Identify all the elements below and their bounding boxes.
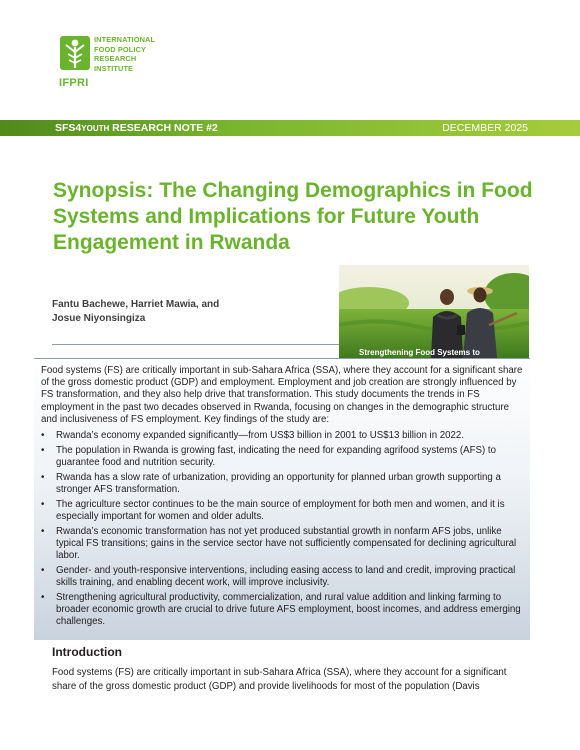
series-prefix: SFS4 [55,122,82,134]
wheat-figure-icon [60,34,92,74]
list-item [41,445,525,469]
series-suffix: RESEARCH NOTE #2 [109,122,218,134]
introduction-paragraph: Food systems (FS) are critically important in sub-Sahara Africa (SSA), where they account for a significant share of the gross domestic product (GDP) and provide livelihoods for most of the population (Davis [52,667,507,692]
bullet-icon: • [41,592,45,603]
page-title: Synopsis: The Changing Demographics in Food Systems and Implications for Future Youth Engagement in Rwanda [53,179,533,254]
section-heading-introduction: Introduction [52,645,122,659]
finding-text: The population in Rwanda is growing fast, indicating the need for expanding agrifood systems (AFS) to guarantee food and nutrition security. [56,444,496,468]
farmers-photo-illustration [339,265,529,358]
logo-wordmark [94,35,155,73]
series-label [55,122,218,134]
list-item [41,472,525,496]
bullet-icon: • [41,498,45,510]
finding-text: Rwanda’s economy expanded significantly—from US$3 billion in 2001 to US$13 billion in 2022. [56,430,465,441]
authors [52,298,322,326]
finding-text: Gender- and youth-responsive interventions, including easing access to land and credit, improving practical skills training, and enabling decent work, will improve inclusivity. [56,565,516,589]
bullet-icon: • [41,525,45,537]
finding-text: Strengthening agricultural productivity, commercialization, and rural value addition and linking farming to broader economic growth are crucial to drive future AFS employment, boost incomes, and address emerging challenges. [56,592,521,628]
finding-text: Rwanda has a slow rate of urbanization, providing an opportunity for planned urban growth supporting a stronger AFS transformation. [56,471,501,495]
logo-line: INSTITUTE [94,63,134,73]
list-item [41,526,525,563]
series-banner [0,120,580,136]
bullet-icon: • [41,430,45,441]
list-item [41,430,525,442]
synopsis-box [34,358,530,640]
bullet-icon: • [41,565,45,576]
list-item [41,592,525,629]
divider [52,344,339,345]
list-item [41,499,525,523]
finding-text: Rwanda’s economic transformation has not yet produced substantial growth in nonfarm AFS jobs, unlike typical FS transitions; gains in the service sector have not sufficiently compensated for declining agricultural labor. [56,525,517,562]
cover-photo [339,265,529,358]
photo-caption: Strengthening Food Systems to [359,348,480,357]
finding-text: The agriculture sector continues to be the main source of employment for both men and women, and it is especially important for women and older adults. [56,498,505,522]
logo-line: RESEARCH [94,54,137,64]
logo-line: FOOD POLICY [94,44,147,54]
series-smallcaps: YOUTH [81,124,110,133]
logo-abbreviation: IFPRI [59,77,89,89]
logo-line: INTERNATIONAL [94,35,156,44]
key-findings-list [41,430,525,631]
bullet-icon: • [41,444,45,456]
ifpri-logo [58,34,178,96]
bullet-icon: • [41,471,45,483]
author-line: Josue Niyonsingiza [52,313,146,324]
publication-date: DECEMBER 2025 [442,122,528,134]
list-item [41,565,525,589]
synopsis-intro: Food systems (FS) are critically important in sub-Sahara Africa (SSA), where they account for a significant share of the gross domestic product (GDP) and employment. Employment and job creation are strongly influenced by FS transformation, and they also help drive that transformation. This study documents the trends in FS employment in the past two decades observed in Rwanda, focusing on changes in the demographic structure and inclusiveness of FS employment. Key findings of the study are: [41,365,523,425]
author-line: Fantu Bachewe, Harriet Mawia, and [52,299,220,310]
